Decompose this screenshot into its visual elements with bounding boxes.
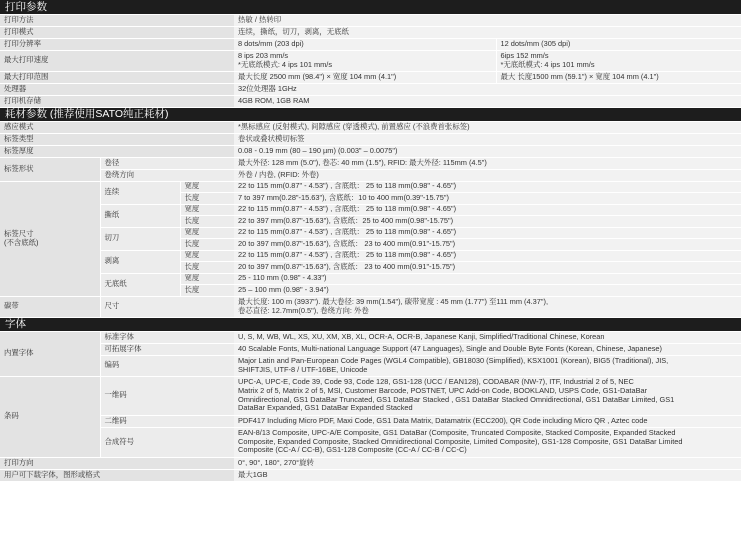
barcode-line: Matrix 2 of 5, Matrix 2 of 5, MSI, Customer Barcode, POSTNET, UPC Add-on Code, BOOKLAND, USPS Code, GS1-DataBar bbox=[238, 385, 648, 395]
barcode-line: Omnidirectional, GS1 DataBar Truncated, GS1 DataBar Stacked , GS1 DataBar Stacked Omnidirectional, GS1 DataBar Limited, GS1 bbox=[238, 394, 675, 404]
row-value: U, S, M, WB, WL, XS, XU, XM, XB, XL, OCR-A, OCR-B, Japanese Kanji, Simplified/Traditional Chinese, Korean bbox=[234, 331, 741, 343]
sub-label: 一维码 bbox=[100, 376, 234, 415]
row-print-area bbox=[0, 71, 741, 83]
barcode-line: UPC-A, UPC-E, Code 39, Code 93, Code 128, GS1-128 (UCC / EAN128), CODABAR (NW-7), ITF, Industrial 2 of 5, NEC bbox=[238, 376, 634, 386]
dim-label: 长度 bbox=[180, 216, 234, 228]
row-value: *黑标感应 (反射模式), 间隙感应 (穿透模式), 前置感应 (不浪费首张标签) bbox=[234, 121, 741, 133]
dim-label: 宽度 bbox=[180, 204, 234, 216]
row-label: 打印分辨率 bbox=[0, 38, 234, 50]
sub-label: 合成符号 bbox=[100, 427, 234, 457]
row-value: 卷状或叠状模切标签 bbox=[234, 133, 741, 145]
row-value bbox=[234, 427, 741, 457]
row-value: 最大1GB bbox=[234, 469, 741, 481]
speed-line: *无底纸模式: 4 ips 101 mm/s bbox=[500, 59, 595, 69]
sub-label: 卷径 bbox=[100, 157, 234, 169]
sub-label: 二维码 bbox=[100, 415, 234, 427]
row-value: 20 to 397 mm(0.87"-15.63"), 含底纸： 23 to 400 mm(0.91"-15.75") bbox=[234, 262, 741, 274]
row-max-speed bbox=[0, 50, 741, 71]
row-value bbox=[234, 376, 741, 415]
row-value: PDF417 Including Micro PDF, Maxi Code, GS1 Data Matrix, Datamatrix (ECC200), QR Code including Micro QR , Aztec code bbox=[234, 415, 741, 427]
mode-label: 无底纸 bbox=[100, 273, 180, 296]
row-size-peel-width bbox=[0, 250, 741, 262]
row-size-continuous-width bbox=[0, 181, 741, 193]
row-value: 0.08 - 0.19 mm (80 – 190 µm) (0.003" – 0.0075") bbox=[234, 145, 741, 157]
composite-line: EAN-8/13 Composite, UPC-A/E Composite, GS1 DataBar (Composite, Truncated Composite, Stacked Composite, Expanded Stacked bbox=[238, 427, 676, 437]
row-value: 连续，撕纸，切刀，剥离，无底纸 bbox=[234, 26, 741, 38]
sub-label: 尺寸 bbox=[100, 296, 234, 317]
value-305dpi: 最大 长度1500 mm (59.1") × 宽度 104 mm (4.1") bbox=[496, 71, 741, 83]
sub-label: 卷绕方向 bbox=[100, 169, 234, 181]
row-label: 碳带 bbox=[0, 296, 100, 317]
row-value bbox=[234, 296, 741, 317]
dim-label: 长度 bbox=[180, 285, 234, 297]
row-value: 40 Scalable Fonts, Multi-national Language Support (47 Languages), Single and Double Byte Fonts (Korean, Chinese, Japanese) bbox=[234, 343, 741, 355]
ribbon-line: 卷芯直径: 12.7mm(0.5"), 卷绕方向: 外卷 bbox=[238, 305, 369, 315]
section-title: 字体 bbox=[0, 317, 741, 331]
value-203dpi: 最大长度 2500 mm (98.4") × 宽度 104 mm (4.1") bbox=[234, 71, 496, 83]
size-label-note: (不含底纸) bbox=[4, 237, 39, 247]
row-label: 打印机存储 bbox=[0, 95, 234, 107]
row-label: 打印模式 bbox=[0, 26, 234, 38]
row-font-encoding bbox=[0, 355, 741, 376]
row-font-scalable bbox=[0, 343, 741, 355]
dim-label: 宽度 bbox=[180, 181, 234, 193]
value-305dpi bbox=[496, 50, 741, 71]
speed-line: 6ips 152 mm/s bbox=[500, 50, 549, 60]
row-value bbox=[234, 355, 741, 376]
section-title: 打印参数 bbox=[0, 0, 741, 14]
row-value: 25 - 110 mm (0.98" - 4.33") bbox=[234, 273, 741, 285]
row-label: 最大打印速度 bbox=[0, 50, 234, 71]
row-label-type bbox=[0, 133, 741, 145]
sub-label: 标准字体 bbox=[100, 331, 234, 343]
row-roll-diameter bbox=[0, 157, 741, 169]
row-storage bbox=[0, 95, 741, 107]
speed-line: *无底纸模式: 4 ips 101 mm/s bbox=[238, 59, 333, 69]
row-barcode-composite bbox=[0, 427, 741, 457]
row-value: 0°, 90°, 180°, 270°旋转 bbox=[234, 457, 741, 469]
row-barcode-2d bbox=[0, 415, 741, 427]
ribbon-line: 最大长度: 100 m (3937"). 最大卷径: 39 mm(1.54"), 碳带宽度 : 45 mm (1.77") 至111 mm (4.37"), bbox=[238, 296, 549, 306]
dim-label: 长度 bbox=[180, 262, 234, 274]
row-label bbox=[0, 181, 100, 296]
row-print-mode bbox=[0, 26, 741, 38]
row-value: 32位处理器 1GHz bbox=[234, 83, 741, 95]
row-label: 标签形状 bbox=[0, 157, 100, 181]
row-label: 内置字体 bbox=[0, 331, 100, 376]
barcode-line: DataBar Expanded, GS1 DataBar Expanded Stacked bbox=[238, 403, 413, 413]
mode-label: 连续 bbox=[100, 181, 180, 204]
row-value: 7 to 397 mm(0.28"-15.63"), 含底纸：10 to 400 mm(0.39"-15.75") bbox=[234, 193, 741, 205]
dim-label: 长度 bbox=[180, 239, 234, 251]
row-label: 标签类型 bbox=[0, 133, 234, 145]
row-label: 用户可下载字体，图形或格式 bbox=[0, 469, 234, 481]
row-label: 处理器 bbox=[0, 83, 234, 95]
row-value: 22 to 115 mm(0.87" - 4.53") , 含底纸： 25 to 118 mm(0.98" - 4.65") bbox=[234, 227, 741, 239]
dim-label: 宽度 bbox=[180, 250, 234, 262]
row-size-cutter-width bbox=[0, 227, 741, 239]
speed-line: 8 ips 203 mm/s bbox=[238, 50, 289, 60]
mode-label: 剥离 bbox=[100, 250, 180, 273]
row-resolution bbox=[0, 38, 741, 50]
row-label: 条码 bbox=[0, 376, 100, 457]
sub-label: 可拓展字体 bbox=[100, 343, 234, 355]
dim-label: 长度 bbox=[180, 193, 234, 205]
value-203dpi: 8 dots/mm (203 dpi) bbox=[234, 38, 496, 50]
row-cpu bbox=[0, 83, 741, 95]
row-value: 25 – 100 mm (0.98" - 3.94") bbox=[234, 285, 741, 297]
row-font-standard bbox=[0, 331, 741, 343]
row-value: 4GB ROM, 1GB RAM bbox=[234, 95, 741, 107]
section-title: 耗材参数 (推荐使用SATO纯正耗材) bbox=[0, 107, 741, 121]
row-print-method bbox=[0, 14, 741, 26]
row-size-linerless-width bbox=[0, 273, 741, 285]
row-value: 20 to 397 mm(0.87"-15.63"), 含底纸： 23 to 400 mm(0.91"-15.75") bbox=[234, 239, 741, 251]
row-label: 标签厚度 bbox=[0, 145, 234, 157]
row-sensor bbox=[0, 121, 741, 133]
row-value: 22 to 397 mm(0.87"-15.63"), 含底纸：25 to 400 mm(0.98"-15.75") bbox=[234, 216, 741, 228]
sub-label: 编码 bbox=[100, 355, 234, 376]
value-203dpi bbox=[234, 50, 496, 71]
composite-line: Composite (CC-A / CC-B), GS1-128 Composite (CC-A / CC-B / CC-C) bbox=[238, 445, 467, 455]
value-305dpi: 12 dots/mm (305 dpi) bbox=[496, 38, 741, 50]
row-value: 外卷 / 内卷, (RFID: 外卷) bbox=[234, 169, 741, 181]
section-print-header bbox=[0, 0, 741, 14]
row-label: 感应模式 bbox=[0, 121, 234, 133]
encoding-line: Major Latin and Pan-European Code Pages (WGL4 Compatible), GB18030 (Simplified), KSX1001 (Korean), BIG5 (Traditional), JIS, bbox=[238, 355, 669, 365]
row-label: 打印方向 bbox=[0, 457, 234, 469]
row-value: 22 to 115 mm(0.87" - 4.53") , 含底纸： 25 to 118 mm(0.98" - 4.65") bbox=[234, 250, 741, 262]
row-label-thickness bbox=[0, 145, 741, 157]
row-label: 最大打印范围 bbox=[0, 71, 234, 83]
row-rotation bbox=[0, 457, 741, 469]
row-value: 最大外径: 128 mm (5.0"), 卷芯: 40 mm (1.5"), RFID: 最大外径: 115mm (4.5") bbox=[234, 157, 741, 169]
encoding-line: SHIFTJIS, UTF-8 / UTF-16BE, Unicode bbox=[238, 364, 368, 374]
section-font-header bbox=[0, 317, 741, 331]
dim-label: 宽度 bbox=[180, 227, 234, 239]
dim-label: 宽度 bbox=[180, 273, 234, 285]
mode-label: 撕纸 bbox=[100, 204, 180, 227]
row-value: 22 to 115 mm(0.87" - 4.53") , 含底纸： 25 to 118 mm(0.98" - 4.65") bbox=[234, 204, 741, 216]
row-winding bbox=[0, 169, 741, 181]
row-value: 热敏 / 热转印 bbox=[234, 14, 741, 26]
row-barcode-1d bbox=[0, 376, 741, 415]
row-label: 打印方法 bbox=[0, 14, 234, 26]
size-label: 标签尺寸 bbox=[4, 228, 34, 238]
row-size-tear-width bbox=[0, 204, 741, 216]
section-media-header bbox=[0, 107, 741, 121]
row-value: 22 to 115 mm(0.87" - 4.53") , 含底纸： 25 to 118 mm(0.98" - 4.65") bbox=[234, 181, 741, 193]
row-download bbox=[0, 469, 741, 481]
composite-line: Composite, Expanded Composite, Stacked Omnidirectional Composite, Limited Composite), GS1-128 Composite, GS1 DataBar Limited bbox=[238, 436, 683, 446]
row-ribbon bbox=[0, 296, 741, 317]
mode-label: 切刀 bbox=[100, 227, 180, 250]
